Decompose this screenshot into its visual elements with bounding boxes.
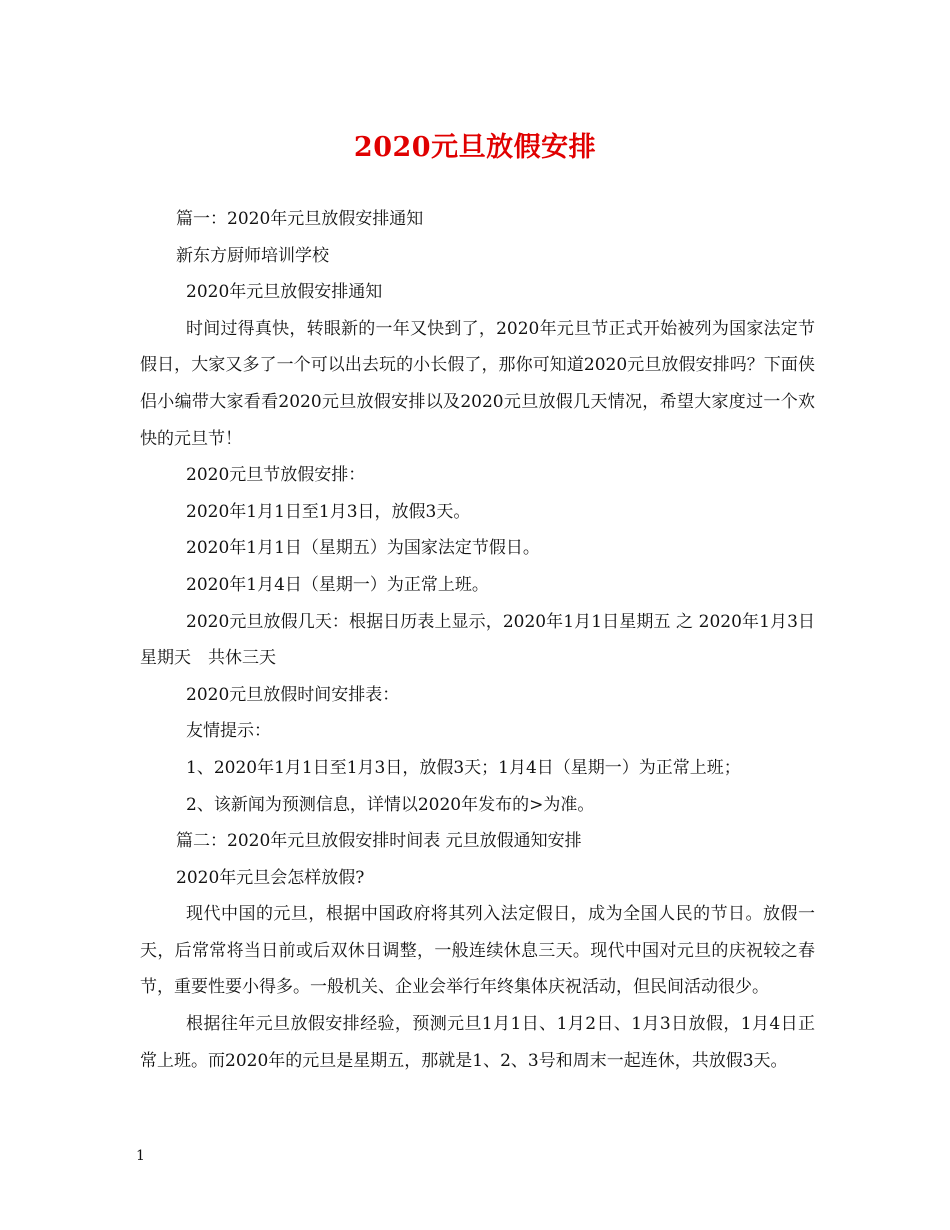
question-heading: 2020年元旦会怎样放假?: [176, 867, 365, 888]
schedule-heading: 2020元旦节放假安排：: [186, 465, 366, 486]
page-number: 1: [136, 1148, 145, 1164]
document-title: 2020元旦放假安排: [353, 132, 597, 163]
tip-item-2: 2、该新闻为预测信息，详情以2020年发布的>为准。: [186, 794, 595, 815]
section-heading-2: 篇二：2020年元旦放假安排时间表 元旦放假通知安排: [176, 831, 582, 852]
holiday-days-paragraph: 2020元旦放假几天：根据日历表上显示，2020年1月1日星期五 之 2020年1月3日星期天 共休三天: [140, 611, 815, 669]
tips-heading: 友情提示：: [186, 721, 271, 742]
schedule-line-3: 2020年1月4日（星期一）为正常上班。: [186, 574, 489, 595]
tip-item-1: 1、2020年1月1日至1月3日，放假3天；1月4日（星期一）为正常上班；: [186, 757, 741, 778]
schedule-line-2: 2020年1月1日（星期五）为国家法定节假日。: [186, 538, 540, 559]
school-name: 新东方厨师培训学校: [176, 245, 329, 266]
paragraph-intro: 时间过得真快，转眼新的一年又快到了，2020年元旦节正式开始被列为国家法定节假日，大家又多了一个可以出去玩的小长假了，那你可知道2020元旦放假安排吗？下面侠侣小编带大家看看2020元旦放假安排以及2020元旦放假几天情况，希望大家度过一个欢快的元旦节！: [140, 318, 815, 449]
timetable-heading: 2020元旦放假时间安排表：: [186, 684, 400, 705]
paragraph-history: 现代中国的元旦，根据中国政府将其列入法定假日，成为全国人民的节日。放假一天，后常常将当日前或后双休日调整，一般连续休息三天。现代中国对元旦的庆祝较之春节，重要性要小得多。一般机关、企业会举行年终集体庆祝活动，但民间活动很少。: [140, 904, 815, 998]
paragraph-prediction: 根据往年元旦放假安排经验，预测元旦1月1日、1月2日、1月3日放假，1月4日正常上班。而2020年的元旦是星期五，那就是1、2、3号和周末一起连休，共放假3天。: [140, 1014, 815, 1071]
section-heading-1: 篇一：2020年元旦放假安排通知: [176, 209, 424, 229]
document-body: [140, 201, 815, 1079]
notice-title: 2020年元旦放假安排通知: [186, 282, 383, 303]
schedule-line-1: 2020年1月1日至1月3日，放假3天。: [186, 501, 471, 522]
